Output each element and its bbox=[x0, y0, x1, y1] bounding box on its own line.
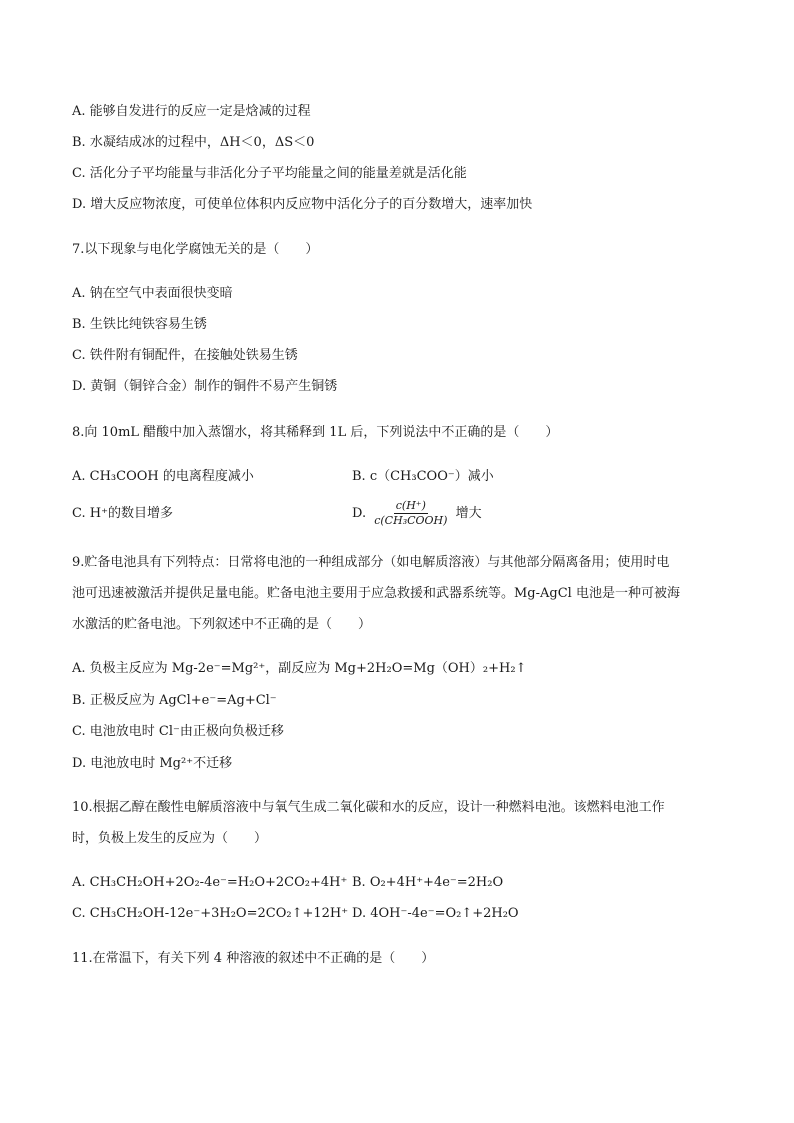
q8-option-d-prefix: D. bbox=[352, 506, 367, 521]
q11-stem: 11.在常温下，有关下列 4 种溶液的叙述中不正确的是（ ） bbox=[72, 951, 435, 966]
q8-option-c: C. H⁺的数目增多 bbox=[72, 506, 173, 521]
q9-stem-line-3: 水激活的贮备电池。下列叙述中不正确的是（ ） bbox=[72, 617, 372, 632]
q9-option-b: B. 正极反应为 AgCl+e⁻=Ag+Cl⁻ bbox=[72, 693, 277, 708]
q9-option-a: A. 负极主反应为 Mg-2e⁻=Mg²⁺，副反应为 Mg+2H₂O=Mg（OH）₂+H₂↑ bbox=[72, 661, 527, 676]
q9-option-c: C. 电池放电时 Cl⁻由正极向负极迁移 bbox=[72, 724, 284, 739]
q7-option-c: C. 铁件附有铜配件，在接触处铁易生锈 bbox=[72, 348, 298, 363]
q9-stem-line-1: 9.贮备电池具有下列特点：日常将电池的一种组成部分（如电解质溶液）与其他部分隔离备用；使用时电 bbox=[72, 555, 670, 570]
q7-option-b: B. 生铁比纯铁容易生锈 bbox=[72, 317, 207, 332]
q7-option-a: A. 钠在空气中表面很快变暗 bbox=[72, 286, 233, 301]
q10-option-b: B. O₂+4H⁺+4e⁻=2H₂O bbox=[352, 875, 504, 890]
q8-option-b: B. c（CH₃COO⁻）减小 bbox=[352, 469, 494, 484]
q6-option-d: D. 增大反应物浓度，可使单位体积内反应物中活化分子的百分数增大，速率加快 bbox=[72, 197, 533, 212]
q9-stem-line-2: 池可迅速被激活并提供足量电能。贮备电池主要用于应急救援和武器系统等。Mg-AgCl 电池是一种可被海 bbox=[72, 586, 680, 601]
q8-fraction-numerator: c(H⁺) bbox=[395, 499, 426, 512]
q7-option-d: D. 黄铜（铜锌合金）制作的铜件不易产生铜锈 bbox=[72, 379, 338, 394]
q10-option-c: C. CH₃CH₂OH-12e⁻+3H₂O=2CO₂↑+12H⁺ bbox=[72, 906, 349, 921]
q8-fraction-denominator: c(CH₃COOH) bbox=[374, 514, 448, 527]
q8-option-a: A. CH₃COOH 的电离程度减小 bbox=[72, 469, 254, 484]
q6-option-a: A. 能够自发进行的反应一定是焓减的过程 bbox=[72, 104, 311, 119]
q8-fraction bbox=[372, 499, 449, 528]
q8-option-d-suffix: 增大 bbox=[455, 506, 482, 521]
q10-option-d: D. 4OH⁻-4e⁻=O₂↑+2H₂O bbox=[352, 906, 519, 921]
q9-option-d: D. 电池放电时 Mg²⁺不迁移 bbox=[72, 756, 233, 771]
q8-stem: 8.向 10mL 醋酸中加入蒸馏水，将其稀释到 1L 后，下列说法中不正确的是（ ） bbox=[72, 425, 559, 440]
q6-option-b: B. 水凝结成冰的过程中，ΔH＜0，ΔS＜0 bbox=[72, 135, 315, 150]
q6-option-c: C. 活化分子平均能量与非活化分子平均能量之间的能量差就是活化能 bbox=[72, 166, 467, 181]
q7-stem: 7.以下现象与电化学腐蚀无关的是（ ） bbox=[72, 242, 319, 257]
q10-stem-line-2: 时，负极上发生的反应为（ ） bbox=[72, 831, 268, 846]
q8-option-d bbox=[352, 494, 482, 534]
q10-option-a: A. CH₃CH₂OH+2O₂-4e⁻=H₂O+2CO₂+4H⁺ bbox=[72, 875, 348, 890]
q10-stem-line-1: 10.根据乙醇在酸性电解质溶液中与氧气生成二氧化碳和水的反应，设计一种燃料电池。该燃料电池工作 bbox=[72, 800, 665, 815]
